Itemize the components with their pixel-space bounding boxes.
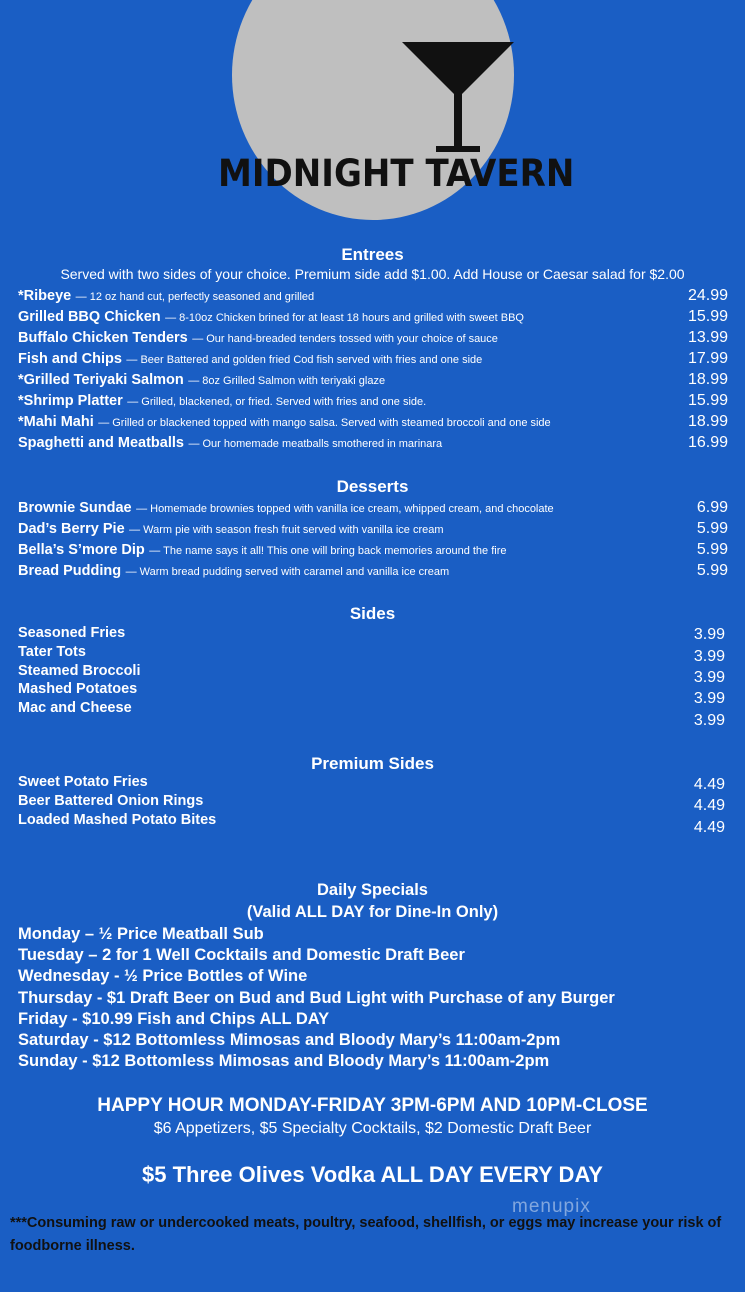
item-name: Bella’s S’more Dip <box>18 542 145 558</box>
item-desc: The name says it all! This one will bring back memories around the fire <box>163 545 507 557</box>
watermark: menupix <box>512 1196 591 1217</box>
side-price: 3.99 <box>693 669 725 686</box>
menu-item: *Ribeye — 12 oz hand cut, perfectly seasoned and grilled 24.99 <box>18 287 728 304</box>
entrees-title: Entrees <box>341 245 404 264</box>
menu-item: *Mahi Mahi — Grilled or blackened topped with mango salsa. Served with steamed broccoli and one side 18.99 <box>18 413 728 430</box>
martini-glass-icon <box>402 38 514 156</box>
item-name: *Ribeye <box>18 288 72 304</box>
item-desc: 8-10oz Chicken brined for at least 18 hours and grilled with sweet BBQ <box>179 312 524 324</box>
menu-item: Buffalo Chicken Tenders — Our hand-breaded tenders tossed with your choice of sauce 13.99 <box>18 329 728 346</box>
special-day: Sunday - $12 Bottomless Mimosas and Bloody Mary’s 11:00am-2pm <box>18 1052 550 1070</box>
item-desc: Our hand-breaded tenders tossed with your choice of sauce <box>206 333 498 345</box>
item-price: 15.99 <box>687 392 728 409</box>
premium-sides-title: Premium Sides <box>311 754 434 773</box>
item-price: 18.99 <box>687 413 728 430</box>
side-item: Tater Tots <box>18 644 86 660</box>
specials-title: Daily Specials <box>317 881 428 899</box>
side-price: 3.99 <box>693 712 725 729</box>
special-day: Tuesday – 2 for 1 Well Cocktails and Domestic Draft Beer <box>18 946 465 964</box>
specials-subtitle: (Valid ALL DAY for Dine-In Only) <box>246 903 499 921</box>
menu-item: Bella’s S’more Dip — The name says it all! This one will bring back memories around the fire 5.99 <box>18 541 728 558</box>
sides-title: Sides <box>349 604 396 623</box>
menu-item: Spaghetti and Meatballs — Our homemade meatballs smothered in marinara 16.99 <box>18 434 728 451</box>
side-item: Mashed Potatoes <box>18 681 138 697</box>
item-price: 6.99 <box>696 499 728 516</box>
item-name: *Shrimp Platter <box>18 393 123 409</box>
menu-item: Fish and Chips — Beer Battered and golden fried Cod fish served with fries and one side 17.99 <box>18 350 728 367</box>
item-price: 5.99 <box>696 562 728 579</box>
side-item: Steamed Broccoli <box>18 663 141 679</box>
item-price: 5.99 <box>696 520 728 537</box>
item-name: Brownie Sundae <box>18 500 132 516</box>
side-price: 3.99 <box>693 648 725 665</box>
brand-logo: MIDNIGHT TAVERN <box>218 152 575 195</box>
premium-side-price: 4.49 <box>693 776 725 793</box>
item-desc: Warm pie with season fresh fruit served with vanilla ice cream <box>143 524 444 536</box>
item-desc: Grilled, blackened, or fried. Served with fries and one side. <box>141 396 427 408</box>
item-name: Buffalo Chicken Tenders <box>18 330 188 346</box>
menu-item: *Grilled Teriyaki Salmon — 8oz Grilled Salmon with teriyaki glaze 18.99 <box>18 371 728 388</box>
item-desc: Our homemade meatballs smothered in marinara <box>202 438 443 450</box>
premium-side-price: 4.49 <box>693 819 725 836</box>
special-day: Friday - $10.99 Fish and Chips ALL DAY <box>18 1010 330 1028</box>
special-day: Thursday - $1 Draft Beer on Bud and Bud Light with Purchase of any Burger <box>18 989 615 1007</box>
desserts-title: Desserts <box>336 477 409 496</box>
food-safety-disclaimer: ***Consuming raw or undercooked meats, poultry, seafood, shellfish, or eggs may increase your risk of foodborne illness. <box>10 1215 722 1254</box>
item-price: 24.99 <box>687 287 728 304</box>
item-desc: Beer Battered and golden fried Cod fish served with fries and one side <box>140 354 483 366</box>
item-desc: Homemade brownies topped with vanilla ice cream, whipped cream, and chocolate <box>150 503 554 515</box>
item-name: *Grilled Teriyaki Salmon <box>18 372 184 388</box>
side-price: 3.99 <box>693 690 725 707</box>
item-name: *Mahi Mahi <box>18 414 94 430</box>
menu-item: Bread Pudding — Warm bread pudding served with caramel and vanilla ice cream 5.99 <box>18 562 728 579</box>
happy-hour-detail: $6 Appetizers, $5 Specialty Cocktails, $2 Domestic Draft Beer <box>153 1120 592 1137</box>
premium-side-price: 4.49 <box>693 797 725 814</box>
item-price: 18.99 <box>687 371 728 388</box>
item-name: Spaghetti and Meatballs <box>18 435 184 451</box>
side-item: Mac and Cheese <box>18 700 132 716</box>
item-name: Grilled BBQ Chicken <box>18 309 161 325</box>
special-day: Wednesday - ½ Price Bottles of Wine <box>18 967 308 985</box>
item-desc: Warm bread pudding served with caramel and vanilla ice cream <box>139 566 450 578</box>
item-name: Fish and Chips <box>18 351 122 367</box>
item-name: Bread Pudding <box>18 563 122 579</box>
menu-item: Brownie Sundae — Homemade brownies topped with vanilla ice cream, whipped cream, and chocolate 6.99 <box>18 499 728 516</box>
item-desc: Grilled or blackened topped with mango salsa. Served with steamed broccoli and one side <box>112 417 551 429</box>
happy-hour-title: HAPPY HOUR MONDAY-FRIDAY 3PM-6PM AND 10PM-CLOSE <box>97 1095 648 1116</box>
side-price: 3.99 <box>693 626 725 643</box>
entrees-subtitle: Served with two sides of your choice. Premium side add $1.00. Add House or Caesar salad for $2.00 <box>60 266 685 282</box>
menu-item: *Shrimp Platter — Grilled, blackened, or fried. Served with fries and one side. 15.99 <box>18 392 728 409</box>
item-price: 5.99 <box>696 541 728 558</box>
menu-item: Grilled BBQ Chicken — 8-10oz Chicken brined for at least 18 hours and grilled with sweet BBQ 15.99 <box>18 308 728 325</box>
item-price: 15.99 <box>687 308 728 325</box>
item-price: 17.99 <box>687 350 728 367</box>
premium-side-item: Sweet Potato Fries <box>18 774 148 790</box>
premium-side-item: Loaded Mashed Potato Bites <box>18 812 217 828</box>
special-day: Saturday - $12 Bottomless Mimosas and Bloody Mary’s 11:00am-2pm <box>18 1031 561 1049</box>
side-item: Seasoned Fries <box>18 625 126 641</box>
item-price: 16.99 <box>687 434 728 451</box>
premium-side-item: Beer Battered Onion Rings <box>18 793 204 809</box>
special-day: Monday – ½ Price Meatball Sub <box>18 925 264 943</box>
item-price: 13.99 <box>687 329 728 346</box>
item-desc: 8oz Grilled Salmon with teriyaki glaze <box>202 375 386 387</box>
vodka-special: $5 Three Olives Vodka ALL DAY EVERY DAY <box>142 1162 603 1187</box>
item-desc: 12 oz hand cut, perfectly seasoned and grilled <box>89 291 315 303</box>
item-name: Dad’s Berry Pie <box>18 521 125 537</box>
menu-item: Dad’s Berry Pie — Warm pie with season fresh fruit served with vanilla ice cream 5.99 <box>18 520 728 537</box>
